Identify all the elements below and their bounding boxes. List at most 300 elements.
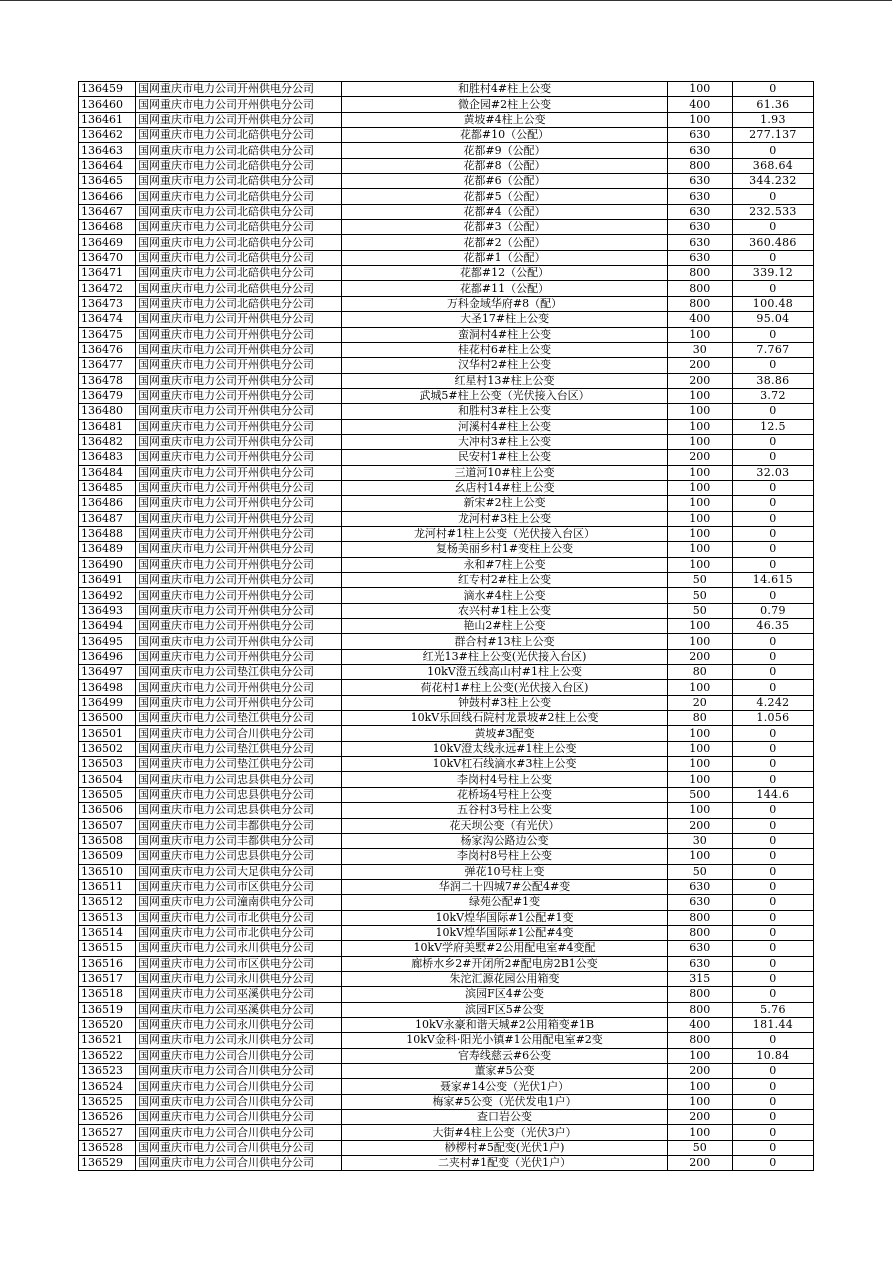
- row-id-cell: 136469: [79, 235, 136, 250]
- transformer-name-cell: 蛮洞村4#柱上公变: [342, 327, 667, 342]
- value-cell: 181.44: [732, 1017, 813, 1032]
- table-row: [79, 82, 814, 97]
- transformer-name-cell: 10kV杠石线滴水#3柱上公变: [342, 757, 667, 772]
- company-cell: 国网重庆市电力公司巫溪供电分公司: [136, 987, 342, 1002]
- transformer-name-cell: 花都#11（公配）: [342, 281, 667, 296]
- row-id-cell: 136475: [79, 327, 136, 342]
- row-id-cell: 136466: [79, 189, 136, 204]
- transformer-name-cell: 廊桥水乡2#开闭所2#配电房2B1公变: [342, 956, 667, 971]
- capacity-cell: 200: [667, 1110, 732, 1125]
- capacity-cell: 50: [667, 1140, 732, 1155]
- value-cell: 0: [732, 327, 813, 342]
- value-cell: 0: [732, 680, 813, 695]
- transformer-name-cell: 黄坡#3配变: [342, 726, 667, 741]
- value-cell: 0: [732, 1033, 813, 1048]
- transformer-name-cell: 滨园F区4#公变: [342, 987, 667, 1002]
- transformer-name-cell: 花都#1（公配）: [342, 250, 667, 265]
- table-row: [79, 496, 814, 511]
- capacity-cell: 630: [667, 895, 732, 910]
- transformer-name-cell: 万科金域华府#8（配）: [342, 296, 667, 311]
- value-cell: 0: [732, 925, 813, 940]
- value-cell: 7.767: [732, 342, 813, 357]
- row-id-cell: 136492: [79, 588, 136, 603]
- capacity-cell: 50: [667, 573, 732, 588]
- table-row: [79, 588, 814, 603]
- value-cell: 360.486: [732, 235, 813, 250]
- capacity-cell: 800: [667, 266, 732, 281]
- table-row: [79, 1125, 814, 1140]
- transformer-name-cell: 五谷村3号柱上公变: [342, 803, 667, 818]
- company-cell: 国网重庆市电力公司北碚供电分公司: [136, 296, 342, 311]
- capacity-cell: 50: [667, 864, 732, 879]
- capacity-cell: 100: [667, 619, 732, 634]
- row-id-cell: 136515: [79, 941, 136, 956]
- capacity-cell: 800: [667, 296, 732, 311]
- value-cell: 0: [732, 726, 813, 741]
- company-cell: 国网重庆市电力公司北碚供电分公司: [136, 281, 342, 296]
- table-row: [79, 327, 814, 342]
- value-cell: 46.35: [732, 619, 813, 634]
- row-id-cell: 136501: [79, 726, 136, 741]
- row-id-cell: 136511: [79, 879, 136, 894]
- row-id-cell: 136529: [79, 1156, 136, 1171]
- value-cell: 0.79: [732, 603, 813, 618]
- table-row: [79, 434, 814, 449]
- company-cell: 国网重庆市电力公司合川供电分公司: [136, 1156, 342, 1171]
- company-cell: 国网重庆市电力公司开州供电分公司: [136, 557, 342, 572]
- table-row: [79, 542, 814, 557]
- value-cell: 0: [732, 496, 813, 511]
- company-cell: 国网重庆市电力公司开州供电分公司: [136, 619, 342, 634]
- table-row: [79, 97, 814, 112]
- row-id-cell: 136472: [79, 281, 136, 296]
- table-row: [79, 189, 814, 204]
- capacity-cell: 630: [667, 174, 732, 189]
- company-cell: 国网重庆市电力公司开州供电分公司: [136, 97, 342, 112]
- capacity-cell: 200: [667, 818, 732, 833]
- company-cell: 国网重庆市电力公司开州供电分公司: [136, 496, 342, 511]
- company-cell: 国网重庆市电力公司北碚供电分公司: [136, 143, 342, 158]
- value-cell: 0: [732, 665, 813, 680]
- table-row: [79, 112, 814, 127]
- table-row: [79, 296, 814, 311]
- capacity-cell: 80: [667, 711, 732, 726]
- capacity-cell: 100: [667, 849, 732, 864]
- transformer-name-cell: 桫椤村#5配变(光伏1户): [342, 1140, 667, 1155]
- company-cell: 国网重庆市电力公司合川供电分公司: [136, 1048, 342, 1063]
- row-id-cell: 136491: [79, 573, 136, 588]
- capacity-cell: 800: [667, 987, 732, 1002]
- transformer-name-cell: 钟鼓村#3柱上公变: [342, 695, 667, 710]
- table-row: [79, 971, 814, 986]
- value-cell: 0: [732, 189, 813, 204]
- table-row: [79, 849, 814, 864]
- row-id-cell: 136506: [79, 803, 136, 818]
- company-cell: 国网重庆市电力公司合川供电分公司: [136, 726, 342, 741]
- row-id-cell: 136509: [79, 849, 136, 864]
- capacity-cell: 630: [667, 956, 732, 971]
- transformer-name-cell: 花都#2（公配）: [342, 235, 667, 250]
- transformer-name-cell: 花都#4（公配）: [342, 204, 667, 219]
- table-row: [79, 741, 814, 756]
- company-cell: 国网重庆市电力公司北碚供电分公司: [136, 266, 342, 281]
- table-row: [79, 204, 814, 219]
- transformer-name-cell: 黄坡#4柱上公变: [342, 112, 667, 127]
- transformer-name-cell: 红专村2#柱上公变: [342, 573, 667, 588]
- transformer-name-cell: 民安村1#柱上公变: [342, 450, 667, 465]
- company-cell: 国网重庆市电力公司北碚供电分公司: [136, 189, 342, 204]
- value-cell: 0: [732, 1125, 813, 1140]
- table-row: [79, 987, 814, 1002]
- capacity-cell: 630: [667, 189, 732, 204]
- table-row: [79, 373, 814, 388]
- value-cell: 0: [732, 879, 813, 894]
- capacity-cell: 200: [667, 373, 732, 388]
- capacity-cell: 200: [667, 358, 732, 373]
- row-id-cell: 136489: [79, 542, 136, 557]
- row-id-cell: 136493: [79, 603, 136, 618]
- transformer-name-cell: 10kV煌华国际#1公配#4变: [342, 925, 667, 940]
- value-cell: 0: [732, 1094, 813, 1109]
- capacity-cell: 100: [667, 803, 732, 818]
- transformer-name-cell: 河溪村4#柱上公变: [342, 419, 667, 434]
- table-row: [79, 619, 814, 634]
- table-row: [79, 235, 814, 250]
- transformer-name-cell: 武城5#柱上公变（光伏接入台区）: [342, 388, 667, 403]
- table-row: [79, 833, 814, 848]
- row-id-cell: 136483: [79, 450, 136, 465]
- transformer-name-cell: 花都#6（公配）: [342, 174, 667, 189]
- capacity-cell: 80: [667, 665, 732, 680]
- row-id-cell: 136504: [79, 772, 136, 787]
- row-id-cell: 136495: [79, 634, 136, 649]
- transformer-name-cell: 10kV澄太线永远#1柱上公变: [342, 741, 667, 756]
- row-id-cell: 136485: [79, 480, 136, 495]
- transformer-name-cell: 桂花村6#柱上公变: [342, 342, 667, 357]
- table-row: [79, 358, 814, 373]
- capacity-cell: 200: [667, 1064, 732, 1079]
- capacity-cell: 100: [667, 496, 732, 511]
- value-cell: 3.72: [732, 388, 813, 403]
- company-cell: 国网重庆市电力公司开州供电分公司: [136, 312, 342, 327]
- value-cell: 100.48: [732, 296, 813, 311]
- table-row: [79, 895, 814, 910]
- company-cell: 国网重庆市电力公司垫江供电分公司: [136, 665, 342, 680]
- row-id-cell: 136528: [79, 1140, 136, 1155]
- value-cell: 0: [732, 250, 813, 265]
- transformer-name-cell: 新宋#2柱上公变: [342, 496, 667, 511]
- value-cell: 32.03: [732, 465, 813, 480]
- transformer-name-cell: 农兴村#1柱上公变: [342, 603, 667, 618]
- capacity-cell: 630: [667, 220, 732, 235]
- company-cell: 国网重庆市电力公司丰都供电分公司: [136, 818, 342, 833]
- row-id-cell: 136526: [79, 1110, 136, 1125]
- table-row: [79, 174, 814, 189]
- capacity-cell: 100: [667, 634, 732, 649]
- transformer-name-cell: 10kV澄五线高山村#1柱上公变: [342, 665, 667, 680]
- capacity-cell: 20: [667, 695, 732, 710]
- company-cell: 国网重庆市电力公司永川供电分公司: [136, 971, 342, 986]
- company-cell: 国网重庆市电力公司合川供电分公司: [136, 1140, 342, 1155]
- table-row: [79, 419, 814, 434]
- company-cell: 国网重庆市电力公司开州供电分公司: [136, 526, 342, 541]
- capacity-cell: 100: [667, 480, 732, 495]
- value-cell: 0: [732, 634, 813, 649]
- capacity-cell: 200: [667, 649, 732, 664]
- company-cell: 国网重庆市电力公司开州供电分公司: [136, 542, 342, 557]
- value-cell: 0: [732, 1140, 813, 1155]
- capacity-cell: 100: [667, 511, 732, 526]
- transformer-name-cell: 龙河村#3柱上公变: [342, 511, 667, 526]
- capacity-cell: 100: [667, 419, 732, 434]
- row-id-cell: 136465: [79, 174, 136, 189]
- value-cell: 0: [732, 864, 813, 879]
- capacity-cell: 315: [667, 971, 732, 986]
- table-row: [79, 557, 814, 572]
- table-row: [79, 281, 814, 296]
- company-cell: 国网重庆市电力公司永川供电分公司: [136, 1017, 342, 1032]
- value-cell: 0: [732, 941, 813, 956]
- transformer-name-cell: 大圣17#柱上公变: [342, 312, 667, 327]
- value-cell: 0: [732, 895, 813, 910]
- table-row: [79, 1110, 814, 1125]
- value-cell: 0: [732, 741, 813, 756]
- company-cell: 国网重庆市电力公司开州供电分公司: [136, 112, 342, 127]
- company-cell: 国网重庆市电力公司开州供电分公司: [136, 450, 342, 465]
- row-id-cell: 136512: [79, 895, 136, 910]
- value-cell: 339.12: [732, 266, 813, 281]
- capacity-cell: 800: [667, 281, 732, 296]
- row-id-cell: 136470: [79, 250, 136, 265]
- transformer-name-cell: 10kV金科·阳光小镇#1公用配电室#2变: [342, 1033, 667, 1048]
- row-id-cell: 136500: [79, 711, 136, 726]
- transformer-name-cell: 弹花10号柱上变: [342, 864, 667, 879]
- transformer-name-cell: 艳山2#柱上公变: [342, 619, 667, 634]
- company-cell: 国网重庆市电力公司市区供电分公司: [136, 879, 342, 894]
- table-row: [79, 450, 814, 465]
- row-id-cell: 136473: [79, 296, 136, 311]
- value-cell: 0: [732, 450, 813, 465]
- table-row: [79, 603, 814, 618]
- transformer-name-cell: 绿苑公配#1变: [342, 895, 667, 910]
- value-cell: 4.242: [732, 695, 813, 710]
- capacity-cell: 50: [667, 588, 732, 603]
- company-cell: 国网重庆市电力公司丰都供电分公司: [136, 833, 342, 848]
- table-row: [79, 864, 814, 879]
- value-cell: 0: [732, 220, 813, 235]
- row-id-cell: 136476: [79, 342, 136, 357]
- transformer-name-cell: 幺店村14#柱上公变: [342, 480, 667, 495]
- capacity-cell: 400: [667, 1017, 732, 1032]
- capacity-cell: 30: [667, 342, 732, 357]
- capacity-cell: 100: [667, 772, 732, 787]
- row-id-cell: 136520: [79, 1017, 136, 1032]
- transformer-name-cell: 大冲村3#柱上公变: [342, 434, 667, 449]
- transformer-name-cell: 花都#8（公配）: [342, 158, 667, 173]
- table-row: [79, 772, 814, 787]
- transformer-name-cell: 和胜村4#柱上公变: [342, 82, 667, 97]
- row-id-cell: 136523: [79, 1064, 136, 1079]
- capacity-cell: 800: [667, 925, 732, 940]
- transformer-name-cell: 滨园F区5#公变: [342, 1002, 667, 1017]
- value-cell: 0: [732, 511, 813, 526]
- capacity-cell: 100: [667, 82, 732, 97]
- row-id-cell: 136521: [79, 1033, 136, 1048]
- company-cell: 国网重庆市电力公司合川供电分公司: [136, 1064, 342, 1079]
- transformer-name-cell: 三道河10#柱上公变: [342, 465, 667, 480]
- row-id-cell: 136482: [79, 434, 136, 449]
- table-row: [79, 726, 814, 741]
- value-cell: 0: [732, 82, 813, 97]
- row-id-cell: 136474: [79, 312, 136, 327]
- company-cell: 国网重庆市电力公司开州供电分公司: [136, 388, 342, 403]
- value-cell: 0: [732, 649, 813, 664]
- capacity-cell: 30: [667, 833, 732, 848]
- row-id-cell: 136488: [79, 526, 136, 541]
- table-row: [79, 250, 814, 265]
- value-cell: 95.04: [732, 312, 813, 327]
- value-cell: 5.76: [732, 1002, 813, 1017]
- table-row: [79, 803, 814, 818]
- company-cell: 国网重庆市电力公司大足供电分公司: [136, 864, 342, 879]
- transformer-name-cell: 花都#10（公配）: [342, 128, 667, 143]
- transformer-name-cell: 花都#3（公配）: [342, 220, 667, 235]
- capacity-cell: 200: [667, 1156, 732, 1171]
- capacity-cell: 400: [667, 312, 732, 327]
- row-id-cell: 136498: [79, 680, 136, 695]
- company-cell: 国网重庆市电力公司市北供电分公司: [136, 925, 342, 940]
- capacity-cell: 100: [667, 404, 732, 419]
- transformer-name-cell: 李岗村4号柱上公变: [342, 772, 667, 787]
- row-id-cell: 136517: [79, 971, 136, 986]
- company-cell: 国网重庆市电力公司开州供电分公司: [136, 573, 342, 588]
- row-id-cell: 136468: [79, 220, 136, 235]
- table-row: [79, 956, 814, 971]
- row-id-cell: 136478: [79, 373, 136, 388]
- transformer-name-cell: 查口岩公变: [342, 1110, 667, 1125]
- row-id-cell: 136479: [79, 388, 136, 403]
- transformer-name-cell: 花桥场4号柱上公变: [342, 787, 667, 802]
- transformer-name-cell: 红星村13#柱上公变: [342, 373, 667, 388]
- row-id-cell: 136471: [79, 266, 136, 281]
- capacity-cell: 100: [667, 726, 732, 741]
- company-cell: 国网重庆市电力公司开州供电分公司: [136, 434, 342, 449]
- table-row: [79, 526, 814, 541]
- company-cell: 国网重庆市电力公司潼南供电分公司: [136, 895, 342, 910]
- row-id-cell: 136518: [79, 987, 136, 1002]
- transformer-name-cell: 红光13#柱上公变(光伏接入台区): [342, 649, 667, 664]
- row-id-cell: 136516: [79, 956, 136, 971]
- table-row: [79, 388, 814, 403]
- company-cell: 国网重庆市电力公司永川供电分公司: [136, 1033, 342, 1048]
- table-row: [79, 342, 814, 357]
- value-cell: 12.5: [732, 419, 813, 434]
- row-id-cell: 136497: [79, 665, 136, 680]
- transformer-name-cell: 群合村#13柱上公变: [342, 634, 667, 649]
- table-row: [79, 787, 814, 802]
- value-cell: 0: [732, 987, 813, 1002]
- table-row: [79, 143, 814, 158]
- row-id-cell: 136502: [79, 741, 136, 756]
- row-id-cell: 136527: [79, 1125, 136, 1140]
- row-id-cell: 136524: [79, 1079, 136, 1094]
- row-id-cell: 136522: [79, 1048, 136, 1063]
- capacity-cell: 630: [667, 250, 732, 265]
- row-id-cell: 136467: [79, 204, 136, 219]
- row-id-cell: 136481: [79, 419, 136, 434]
- value-cell: 0: [732, 1079, 813, 1094]
- transformer-name-cell: 官寿线慈云#6公变: [342, 1048, 667, 1063]
- transformer-name-cell: 复杨美丽乡村1#变柱上公变: [342, 542, 667, 557]
- company-cell: 国网重庆市电力公司忠县供电分公司: [136, 849, 342, 864]
- transformer-name-cell: 荷花村1#柱上公变(光伏接入台区): [342, 680, 667, 695]
- row-id-cell: 136525: [79, 1094, 136, 1109]
- table-row: [79, 1033, 814, 1048]
- row-id-cell: 136513: [79, 910, 136, 925]
- company-cell: 国网重庆市电力公司北碚供电分公司: [136, 158, 342, 173]
- row-id-cell: 136499: [79, 695, 136, 710]
- transformer-name-cell: 大街#4柱上公变（光伏3户）: [342, 1125, 667, 1140]
- company-cell: 国网重庆市电力公司北碚供电分公司: [136, 128, 342, 143]
- table-row: [79, 404, 814, 419]
- value-cell: 0: [732, 542, 813, 557]
- transformer-name-cell: 汉华村2#柱上公变: [342, 358, 667, 373]
- table-row: [79, 1064, 814, 1079]
- value-cell: 14.615: [732, 573, 813, 588]
- table-row: [79, 649, 814, 664]
- table-row: [79, 1048, 814, 1063]
- company-cell: 国网重庆市电力公司北碚供电分公司: [136, 220, 342, 235]
- value-cell: 0: [732, 404, 813, 419]
- company-cell: 国网重庆市电力公司开州供电分公司: [136, 373, 342, 388]
- company-cell: 国网重庆市电力公司开州供电分公司: [136, 82, 342, 97]
- row-id-cell: 136510: [79, 864, 136, 879]
- value-cell: 277.137: [732, 128, 813, 143]
- company-cell: 国网重庆市电力公司忠县供电分公司: [136, 803, 342, 818]
- transformer-name-cell: 花都#12（公配）: [342, 266, 667, 281]
- row-id-cell: 136459: [79, 82, 136, 97]
- capacity-cell: 100: [667, 757, 732, 772]
- value-cell: 0: [732, 1110, 813, 1125]
- value-cell: 0: [732, 434, 813, 449]
- table-row: [79, 665, 814, 680]
- row-id-cell: 136461: [79, 112, 136, 127]
- transformer-name-cell: 微企园#2柱上公变: [342, 97, 667, 112]
- company-cell: 国网重庆市电力公司垫江供电分公司: [136, 741, 342, 756]
- value-cell: 0: [732, 910, 813, 925]
- capacity-cell: 400: [667, 97, 732, 112]
- row-id-cell: 136487: [79, 511, 136, 526]
- transformer-name-cell: 花都#5（公配）: [342, 189, 667, 204]
- capacity-cell: 100: [667, 526, 732, 541]
- row-id-cell: 136494: [79, 619, 136, 634]
- row-id-cell: 136514: [79, 925, 136, 940]
- value-cell: 1.056: [732, 711, 813, 726]
- capacity-cell: 630: [667, 143, 732, 158]
- value-cell: 0: [732, 1156, 813, 1171]
- table-body: [79, 82, 814, 1171]
- transformer-name-cell: 梅家#5公变（光伏发电1户）: [342, 1094, 667, 1109]
- table-row: [79, 158, 814, 173]
- capacity-cell: 50: [667, 603, 732, 618]
- value-cell: 0: [732, 1064, 813, 1079]
- company-cell: 国网重庆市电力公司开州供电分公司: [136, 327, 342, 342]
- table-row: [79, 1017, 814, 1032]
- row-id-cell: 136463: [79, 143, 136, 158]
- capacity-cell: 100: [667, 434, 732, 449]
- capacity-cell: 100: [667, 327, 732, 342]
- row-id-cell: 136519: [79, 1002, 136, 1017]
